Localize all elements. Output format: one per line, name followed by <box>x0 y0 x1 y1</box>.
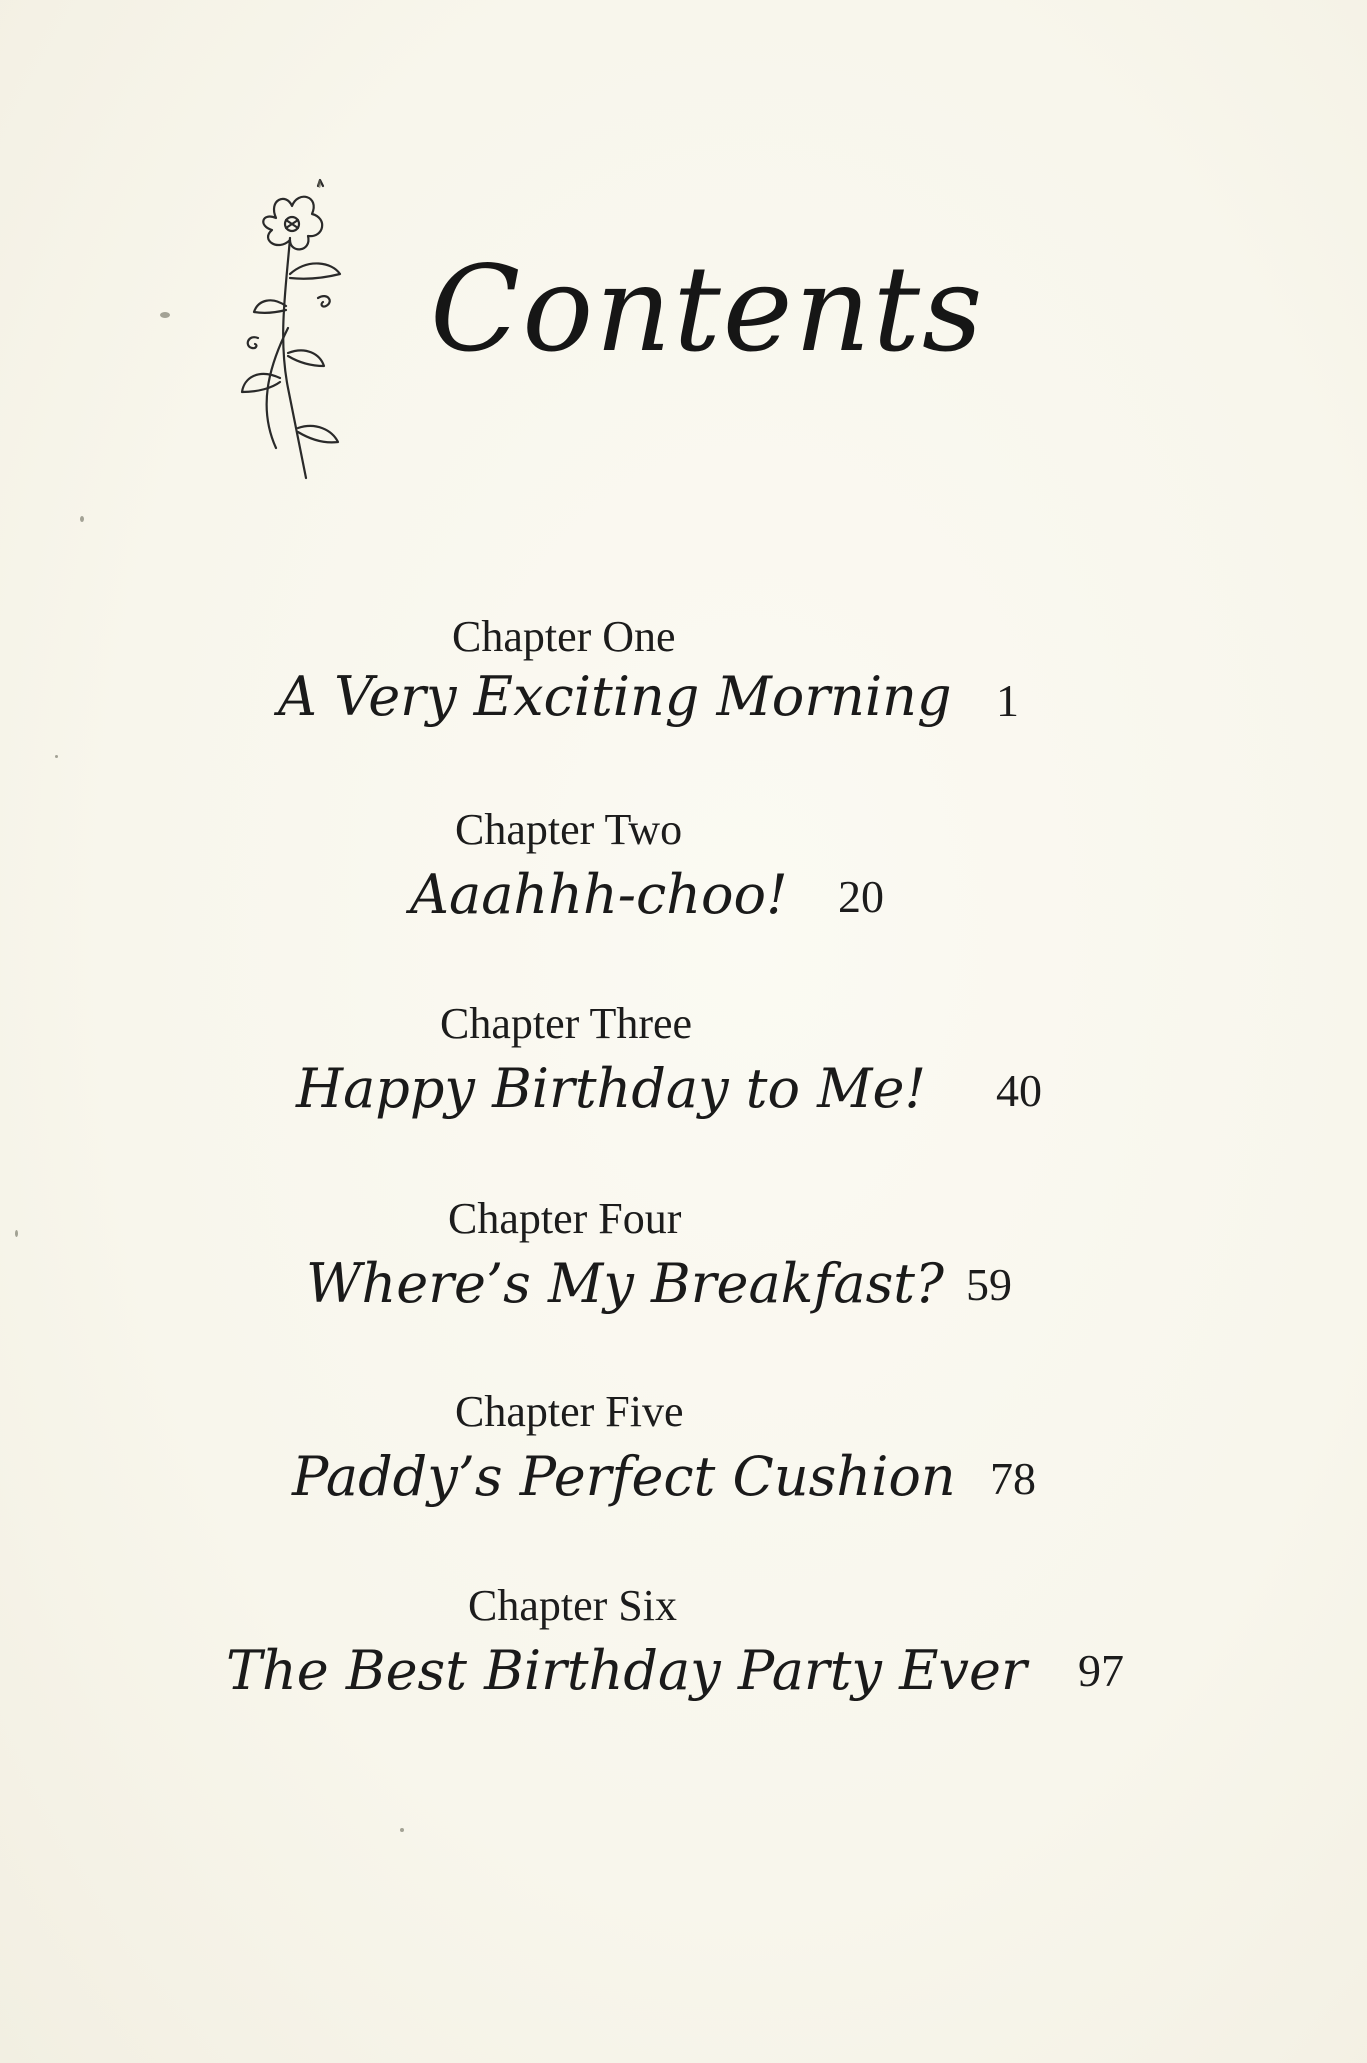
scan-speck <box>80 516 84 522</box>
chapter-page-number: 78 <box>990 1453 1036 1504</box>
chapter-title: Paddy’s Perfect Cushion <box>292 1445 956 1508</box>
chapter-page-number: 97 <box>1078 1645 1124 1696</box>
chapter-title: The Best Birthday Party Ever <box>226 1639 1027 1702</box>
page-title: Contents <box>430 240 985 378</box>
chapter-page-number: 1 <box>996 675 1019 726</box>
chapter-page-number: 59 <box>966 1259 1012 1310</box>
chapter-title: Happy Birthday to Me! <box>296 1057 927 1120</box>
chapter-page-number: 20 <box>838 871 884 922</box>
chapter-label: Chapter Three <box>440 999 693 1048</box>
chapter-label: Chapter Five <box>455 1387 684 1436</box>
chapter-label: Chapter Four <box>448 1194 682 1243</box>
scan-speck <box>318 180 321 188</box>
flower-ornament-icon <box>228 178 358 488</box>
chapter-page-number: 40 <box>996 1065 1042 1116</box>
chapter-title: Where’s My Breakfast? <box>306 1252 944 1315</box>
scan-speck <box>55 755 58 758</box>
chapter-label: Chapter Six <box>468 1581 677 1630</box>
chapter-title: A Very Exciting Morning <box>278 665 952 728</box>
chapter-label: Chapter Two <box>455 805 683 854</box>
chapter-label: Chapter One <box>452 612 676 661</box>
scan-speck <box>400 1828 404 1832</box>
chapter-title: Aaahhh-choo! <box>410 863 788 926</box>
scan-speck <box>160 312 170 318</box>
scan-speck <box>15 1230 18 1237</box>
